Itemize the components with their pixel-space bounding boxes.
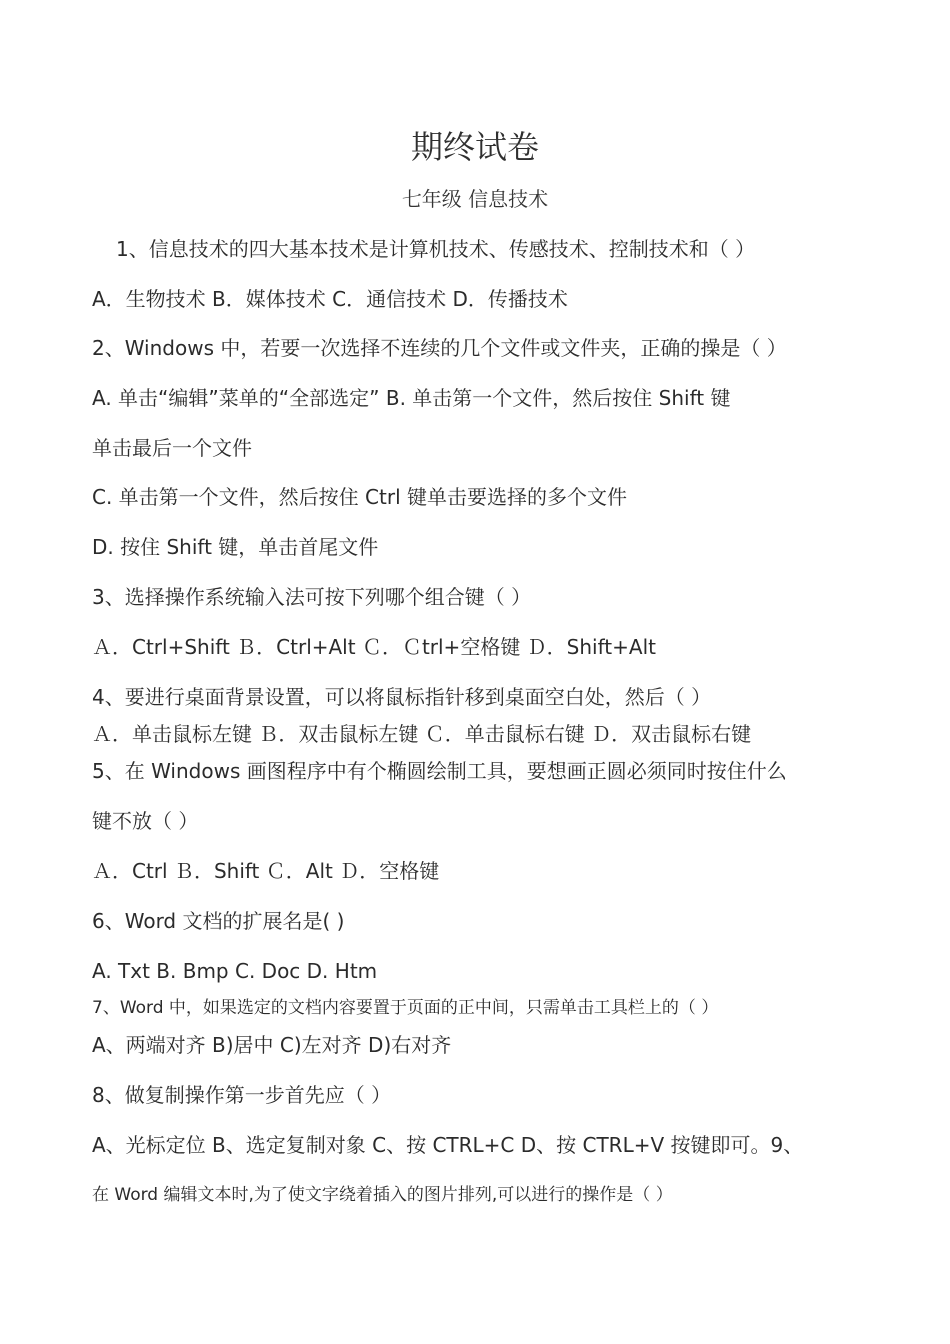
question-5-options: Ａ．Ctrl Ｂ．Shift Ｃ．Alt Ｄ．空格键 xyxy=(92,859,440,883)
question-5: 5、在 Windows 画图程序中有个椭圆绘制工具，要想画正圆必须同时按住什么 xyxy=(92,759,787,783)
page-subtitle: 七年级 信息技术 xyxy=(401,187,549,211)
question-2-options-b-cont: 单击最后一个文件 xyxy=(92,436,252,460)
question-2-options-ab: A. 单击“编辑”菜单的“全部选定” B. 单击第一个文件，然后按住 Shift 键 xyxy=(92,386,731,410)
question-2: 2、Windows 中，若要一次选择不连续的几个文件或文件夹，正确的操是（ ） xyxy=(92,336,787,360)
question-3: 3、选择操作系统输入法可按下列哪个组合键（ ） xyxy=(92,585,532,609)
question-7: 7、Word 中，如果选定的文档内容要置于页面的正中间，只需单击工具栏上的（ ） xyxy=(92,998,719,1018)
question-1-options: A．生物技术 B．媒体技术 C．通信技术 D．传播技术 xyxy=(92,287,568,311)
question-4: 4、要进行桌面背景设置，可以将鼠标指针移到桌面空白处，然后（ ） xyxy=(92,685,712,709)
question-2-option-d: D. 按住 Shift 键，单击首尾文件 xyxy=(92,535,379,559)
question-8: 8、做复制操作第一步首先应（ ） xyxy=(92,1083,392,1107)
question-8-options: A、光标定位 B、选定复制对象 C、按 CTRL+C D、按 CTRL+V 按键即可。9、 xyxy=(92,1133,804,1157)
question-6: 6、Word 文档的扩展名是( ) xyxy=(92,909,345,933)
question-2-option-c: C. 单击第一个文件，然后按住 Ctrl 键单击要选择的多个文件 xyxy=(92,485,627,509)
question-1: 1、信息技术的四大基本技术是计算机技术、传感技术、控制技术和（ ） xyxy=(116,237,756,261)
question-9: 在 Word 编辑文本时,为了使文字绕着插入的图片排列,可以进行的操作是（ ） xyxy=(92,1185,673,1205)
page-title: 期终试卷 xyxy=(410,128,539,166)
question-3-options: Ａ．Ctrl+Shift Ｂ．Ctrl+Alt Ｃ．Ｃtrl+空格键 Ｄ．Shift+Alt xyxy=(92,635,656,659)
question-5-cont: 键不放（ ） xyxy=(92,809,199,833)
question-4-options: Ａ．单击鼠标左键 Ｂ．双击鼠标左键 Ｃ．单击鼠标右键 Ｄ．双击鼠标右键 xyxy=(92,722,752,746)
question-6-options: A. Txt B. Bmp C. Doc D. Htm xyxy=(92,959,378,983)
question-7-options: A、两端对齐 B)居中 C)左对齐 D)右对齐 xyxy=(92,1033,452,1057)
